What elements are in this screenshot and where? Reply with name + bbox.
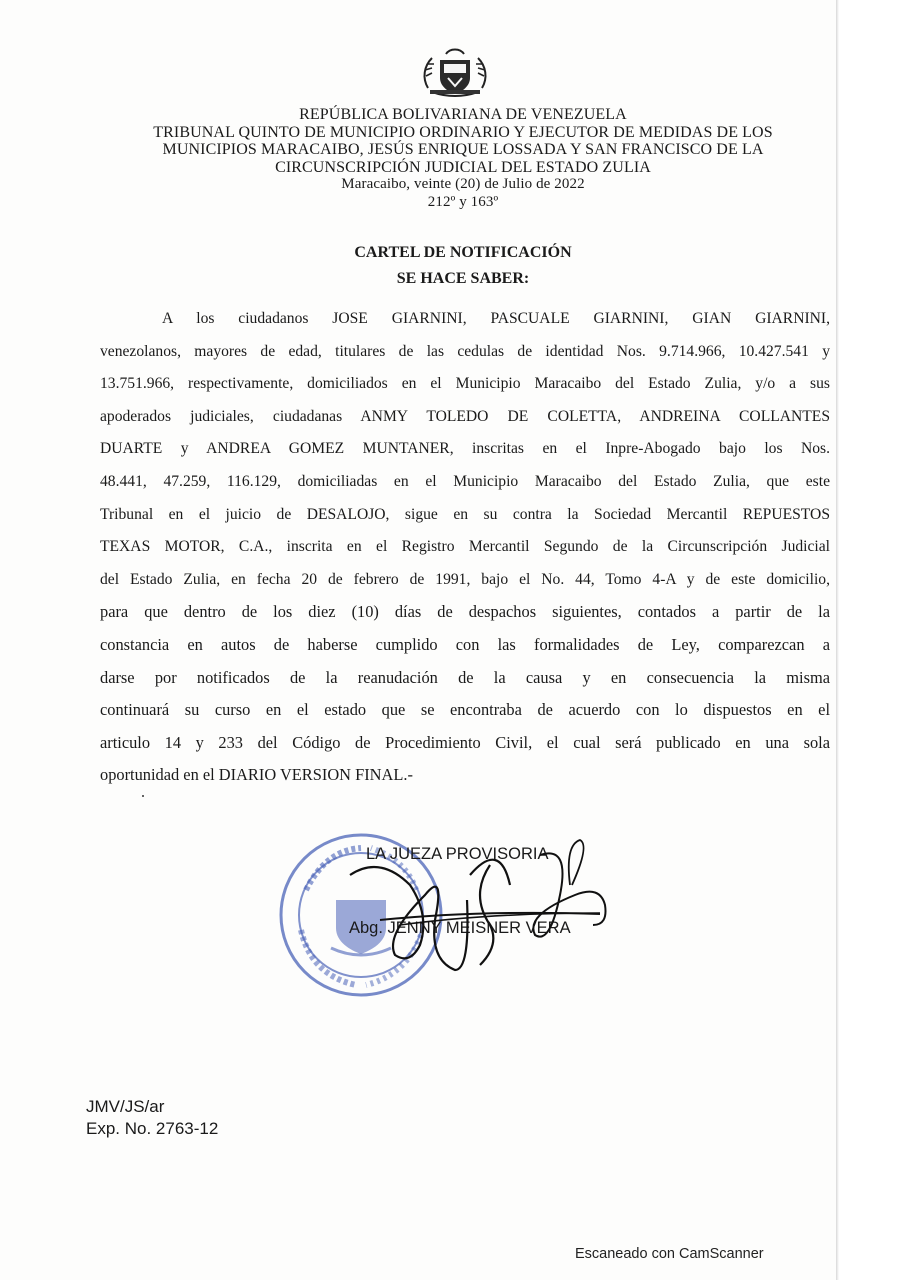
page-edge-shadow bbox=[836, 0, 839, 1280]
body-line: constancia en autos de haberse cumplido con las formalidades de Ley, comparezcan a bbox=[100, 634, 830, 654]
header-court-line-1: TRIBUNAL QUINTO DE MUNICIPIO ORDINARIO Y EJECUTOR DE MEDIDAS DE LOS bbox=[153, 123, 773, 141]
stray-mark bbox=[142, 795, 144, 797]
body-line: Tribunal en el juicio de DESALOJO, sigue en su contra la Sociedad Mercantil REPUESTOS bbox=[100, 505, 830, 523]
body-line: oportunidad en el DIARIO VERSION FINAL.- bbox=[100, 765, 413, 785]
document-titles bbox=[100, 240, 826, 292]
body-line: 13.751.966, respectivamente, domiciliados en el Municipio Maracaibo del Estado Zulia, y/o a sus bbox=[100, 375, 830, 393]
body-line: darse por notificados de la reanudación de la causa y en consecuencia la misma bbox=[100, 667, 830, 687]
body-line: del Estado Zulia, en fecha 20 de febrero de 1991, bajo el No. 44, Tomo 4-A y de este domicilio, bbox=[100, 570, 830, 588]
notification-body bbox=[100, 303, 830, 792]
header-years: 212º y 163º bbox=[427, 193, 499, 210]
body-line: TEXAS MOTOR, C.A., inscrita en el Registro Mercantil Segundo de la Circunscripción Judicial bbox=[100, 538, 830, 556]
header-court-line-2: MUNICIPIOS MARACAIBO, JESÚS ENRIQUE LOSSADA Y SAN FRANCISCO DE LA bbox=[162, 141, 764, 158]
scanner-watermark: Escaneado con CamScanner bbox=[575, 1246, 764, 1262]
signatory-name: Abg. JENNY MEISNER VERA bbox=[349, 919, 571, 937]
body-line: apoderados judiciales, ciudadanas ANMY TOLEDO DE COLETTA, ANDREINA COLLANTES bbox=[100, 407, 830, 425]
document-references bbox=[86, 1096, 218, 1140]
author-initials: JMV/JS/ar bbox=[86, 1097, 165, 1116]
body-line: A los ciudadanos JOSE GIARNINI, PASCUALE GIARNINI, GIAN GIARNINI, bbox=[162, 310, 830, 327]
header-country: REPÚBLICA BOLIVARIANA DE VENEZUELA bbox=[299, 106, 627, 123]
handwritten-signature-icon bbox=[340, 835, 640, 975]
body-line: continuará su curso en el estado que se encontraba de acuerdo con lo dispuestos en el bbox=[100, 700, 830, 720]
body-line: para que dentro de los diez (10) días de despachos siguientes, contados a partir de la bbox=[100, 602, 830, 622]
header-date: Maracaibo, veinte (20) de Julio de 2022 bbox=[341, 176, 585, 192]
case-number: Exp. No. 2763-12 bbox=[86, 1119, 219, 1138]
document-header bbox=[100, 106, 826, 211]
title-se-hace-saber: SE HACE SABER: bbox=[396, 270, 530, 287]
body-line: DUARTE y ANDREA GOMEZ MUNTANER, inscritas en el Inpre-Abogado bajo los Nos. bbox=[100, 440, 830, 458]
signatory-title: LA JUEZA PROVISORIA bbox=[366, 845, 549, 863]
title-cartel: CARTEL DE NOTIFICACIÓN bbox=[354, 244, 572, 261]
body-line: articulo 14 y 233 del Código de Procedimiento Civil, el cual será publicado en una sola bbox=[100, 732, 830, 752]
coat-of-arms-icon bbox=[420, 48, 490, 100]
header-court-line-3: CIRCUNSCRIPCIÓN JUDICIAL DEL ESTADO ZULIA bbox=[275, 158, 651, 176]
body-line: 48.441, 47.259, 116.129, domiciliadas en el Municipio Maracaibo del Estado Zulia, que este bbox=[100, 472, 830, 490]
body-line: venezolanos, mayores de edad, titulares de las cedulas de identidad Nos. 9.714.966, 10.427.541 y bbox=[100, 342, 830, 360]
